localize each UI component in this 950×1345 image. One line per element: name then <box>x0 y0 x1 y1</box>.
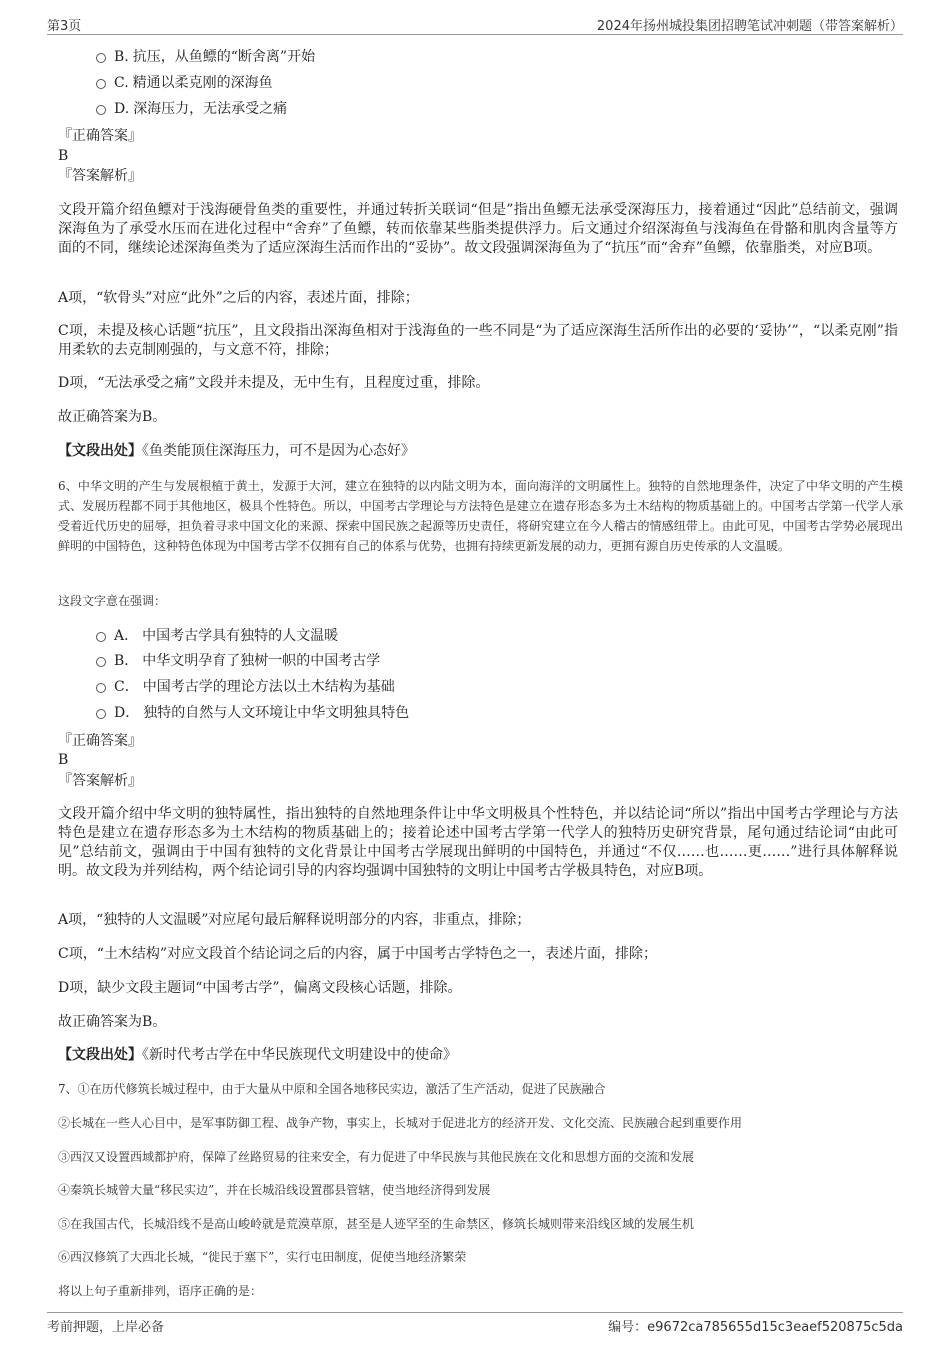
sentence-5: ⑤在我国古代，长城沿线不是高山峻岭就是荒漠草原，甚至是人迹罕至的生命禁区，修筑长城则带来沿线区域的发展生机 <box>58 1217 695 1231</box>
question-prompt: 这段文字意在强调： <box>58 594 167 608</box>
analysis-text: 文段开篇介绍鱼鳔对于浅海硬骨鱼类的重要性，并通过转折关联词“但是”指出鱼鳔无法承受深海压力，接着通过“因此”总结前文，强调深海鱼为了承受水压而在进化过程中“舍弃”了鱼鳔，转而依靠某些脂类提供浮力。后文通过介绍深海鱼与浅海鱼在骨骼和肌肉含量等方面的不同，继续论述深海鱼类为了适应深海生活而作出的“妥协”。故文段强调深海鱼为了“抗压”而“舍弃”鱼鳔，依靠脂类，对应B项。 <box>58 202 898 256</box>
analysis-label: 『答案解析』 <box>58 773 142 789</box>
conclusion: 故正确答案为B。 <box>58 1014 167 1030</box>
radio-icon[interactable] <box>96 683 106 693</box>
analysis-label: 『答案解析』 <box>58 168 142 184</box>
page-footer <box>47 1312 903 1333</box>
source-tag: 【文段出处】 <box>58 1047 142 1063</box>
answer-value: B <box>58 148 69 164</box>
analysis-text: 文段开篇介绍中华文明的独特属性，指出独特的自然地理条件让中华文明极具个性特色，并以结论词“所以”指出中国考古学理论与方法特色是建立在遗存形态多为土木结构的物质基础上的；接着论述中国考古学第一代学人的独特历史研究背景，尾句通过结论词“由此可见”总结前文，强调由于中国有独特的文化背景让中国考古学展现出鲜明的中国特色，并通过“不仅……也……更……”进行具体解释说明。故文段为并列结构，两个结论词引导的内容均强调中国独特的文明让中国考古学极具特色，对应B项。 <box>58 806 898 879</box>
answer-label: 『正确答案』 <box>58 733 142 749</box>
answer-value: B <box>58 752 69 768</box>
option-c[interactable]: C. 精通以柔克刚的深海鱼 <box>96 73 273 93</box>
option-d[interactable]: D. 深海压力，无法承受之痛 <box>96 99 287 119</box>
source-tag: 【文段出处】 <box>58 443 142 459</box>
footer-slogan: 考前押题，上岸必备 <box>47 1320 165 1335</box>
question-stem: 6、中华文明的产生与发展根植于黄土，发源于大河，建立在独特的以内陆文明为本，面向海洋的文明属性上。独特的自然地理条件，决定了中华文明的产生模式、发展历程都不同于其他地区，极具个性特色。所以，中国考古学理论与方法特色是建立在遗存形态多为土木结构的物质基础上的。中国考古学第一代学人承受着近代历史的屈辱，担负着寻求中国文化的来源、探索中国民族之起源等历史责任，将研究建立在今人稽古的情感纽带上。由此可见，中国考古学势必展现出鲜明的中国特色，这种特色体现为中国考古学不仅拥有自己的体系与优势，也拥有持续更新发展的动力，更拥有源自历史传承的人文温暖。 <box>58 479 903 553</box>
answer-label: 『正确答案』 <box>58 128 142 144</box>
option-b[interactable]: B． 中华文明孕育了独树一帜的中国考古学 <box>96 651 380 671</box>
document-code: 编号：e9672ca785655d15c3eaef520875c5da <box>608 1320 903 1335</box>
source-title: 《新时代考古学在中华民族现代文明建设中的使命》 <box>142 1047 457 1063</box>
option-d-note: D项，“无法承受之痛”文段并未提及，无中生有，且程度过重，排除。 <box>58 375 490 391</box>
radio-icon[interactable] <box>96 709 106 719</box>
radio-icon[interactable] <box>96 53 106 63</box>
conclusion: 故正确答案为B。 <box>58 409 167 425</box>
document-title: 2024年扬州城投集团招聘笔试冲刺题（带答案解析） <box>596 19 903 34</box>
option-c[interactable]: C． 中国考古学的理论方法以土木结构为基础 <box>96 677 395 697</box>
page-header <box>47 14 903 35</box>
sentence-4: ④秦筑长城曾大量“移民实边”，并在长城沿线设置郡县管辖，使当地经济得到发展 <box>58 1183 491 1197</box>
radio-icon[interactable] <box>96 105 106 115</box>
page-number: 第3页 <box>47 19 82 34</box>
source-title: 《鱼类能顶住深海压力，可不是因为心态好》 <box>142 443 415 459</box>
source-citation <box>58 442 415 460</box>
radio-icon[interactable] <box>96 79 106 89</box>
radio-icon[interactable] <box>96 657 106 667</box>
option-a[interactable]: A． 中国考古学具有独特的人文温暖 <box>96 626 338 646</box>
question-prompt: 将以上句子重新排列，语序正确的是： <box>58 1284 263 1298</box>
source-citation <box>58 1046 457 1064</box>
sentence-2: ②长城在一些人心目中，是军事防御工程、战争产物，事实上，长城对于促进北方的经济开发、文化交流、民族融合起到重要作用 <box>58 1116 743 1130</box>
sentence-3: ③西汉又设置西域都护府，保障了丝路贸易的往来安全，有力促进了中华民族与其他民族在文化和思想方面的交流和发展 <box>58 1150 695 1164</box>
option-a-note: A项，“软骨头”对应“此外”之后的内容，表述片面，排除； <box>58 290 419 306</box>
option-c-note: C项，“土木结构”对应文段首个结论词之后的内容，属于中国考古学特色之一，表述片面，排除； <box>58 946 658 962</box>
option-b[interactable]: B. 抗压，从鱼鳔的“断舍离”开始 <box>96 47 315 67</box>
option-d[interactable]: D． 独特的自然与人文环境让中华文明独具特色 <box>96 703 409 723</box>
sentence-6: ⑥西汉修筑了大西北长城，“徙民于塞下”，实行屯田制度，促使当地经济繁荣 <box>58 1250 467 1264</box>
radio-icon[interactable] <box>96 632 106 642</box>
option-c-note: C项，未提及核心话题“抗压”，且文段指出深海鱼相对于浅海鱼的一些不同是“为了适应深海生活所作出的必要的‘妥协’”，“以柔克刚”指用柔软的去克制刚强的，与文意不符，排除； <box>58 323 898 358</box>
option-a-note: A项，“独特的人文温暖”对应尾句最后解释说明部分的内容，非重点，排除； <box>58 912 531 928</box>
option-d-note: D项，缺少文段主题词“中国考古学”，偏离文段核心话题，排除。 <box>58 980 462 996</box>
sentence-1: 7、①在历代修筑长城过程中，由于大量从中原和全国各地移民实边，激活了生产活动，促进了民族融合 <box>58 1082 606 1096</box>
